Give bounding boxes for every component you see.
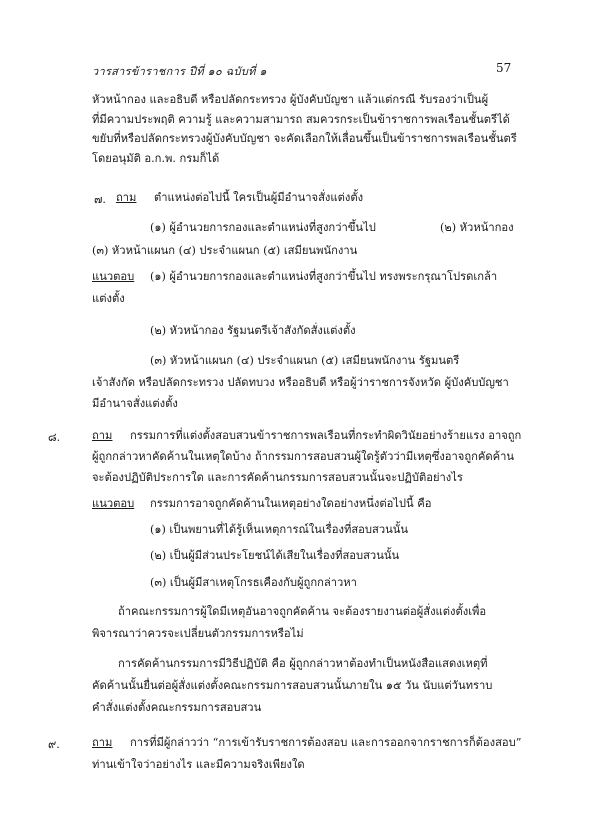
answer-line: พิจารณาว่าควรจะเปลี่ยนตัวกรรมการหรือไม่ (92, 627, 304, 640)
answer-line: (๓) หัวหน้าแผนก (๔) ประจำแผนก (๕) เสมียนพนักงาน รัฐมนตรี (150, 354, 460, 367)
answer-line: การคัดค้านกรรมการมีวิธีปฏิบัติ คือ ผู้ถูกกล่าวหาต้องทำเป็นหนังสือแสดงเหตุที่ (118, 657, 488, 670)
question-text: ผู้ถูกกล่าวหาคัดค้านในเหตุใดบ้าง ถ้ากรรมการสอบสวนผู้ใดรู้ตัวว่ามีเหตุซึ่งอาจถูกคัดค้าน (92, 450, 515, 463)
answer-line: คำสั่งแต่งตั้งคณะกรรมการสอบสวน (92, 701, 262, 714)
answer-line: (๒) เป็นผู้มีส่วนประโยชน์ได้เสียในเรื่องที่สอบสวนนั้น (150, 549, 400, 562)
question-text: การที่มีผู้กล่าวว่า “การเข้ารับราชการต้องสอบ และการออกจากราชการก็ต้องสอบ” (130, 736, 522, 749)
question-label: ถาม (92, 736, 113, 749)
journal-header: วารสารข้าราชการ ปีที่ ๑๐ ฉบับที่ ๑ (92, 65, 267, 78)
question-text: กรรมการที่แต่งตั้งสอบสวนข้าราชการพลเรือนที่กระทำผิดวินัยอย่างร้ายแรง อาจถูก (130, 429, 522, 442)
question-number: ๙. (48, 738, 60, 751)
text-line: โดยอนุมัติ อ.ก.พ. กรมก็ได้ (92, 152, 220, 165)
option-line: (๑) ผู้อำนวยการกองและตำแหน่งที่สูงกว่าขึ้นไป (150, 221, 376, 234)
answer-line: (๒) หัวหน้ากอง รัฐมนตรีเจ้าสังกัดสั่งแต่งตั้ง (150, 324, 356, 337)
answer-line: (๑) ผู้อำนวยการกองและตำแหน่งที่สูงกว่าขึ้นไป ทรงพระกรุณาโปรดเกล้า (150, 270, 498, 283)
question-text: ตำแหน่งต่อไปนี้ ใครเป็นผู้มีอำนาจสั่งแต่งตั้ง (154, 191, 364, 204)
option-line: (๓) หัวหน้าแผนก (๔) ประจำแผนก (๕) เสมียนพนักงาน (92, 244, 358, 257)
answer-line: เจ้าสังกัด หรือปลัดกระทรวง ปลัดทบวง หรืออธิบดี หรือผู้ว่าราชการจังหวัด ผู้บังคับบัญชา (92, 376, 509, 389)
page-number: 57 (496, 61, 512, 75)
option-line: (๒) หัวหน้ากอง (440, 221, 514, 234)
question-text: จะต้องปฏิบัติประการใด และการคัดค้านกรรมการสอบสวนนั้นจะปฏิบัติอย่างไร (92, 471, 463, 484)
answer-line: คัดค้านนั้นยื่นต่อผู้สั่งแต่งตั้งคณะกรรมการสอบสวนนั้นภายใน ๑๕ วัน นับแต่วันทราบ (92, 679, 493, 692)
answer-label: แนวตอบ (92, 497, 135, 510)
answer-line: แต่งตั้ง (92, 292, 125, 305)
text-line: ที่มีความประพฤติ ความรู้ และความสามารถ สมควรกระเป็นข้าราชการพลเรือนชั้นตรีได้ (92, 113, 510, 126)
answer-line: (๓) เป็นผู้มีสาเหตุโกรธเคืองกับผู้ถูกกล่าวหา (150, 576, 357, 589)
answer-line: (๑) เป็นพยานที่ได้รู้เห็นเหตุการณ์ในเรื่องที่สอบสวนนั้น (150, 523, 409, 536)
answer-line: มีอำนาจสั่งแต่งตั้ง (92, 397, 178, 410)
answer-label: แนวตอบ (92, 270, 135, 283)
question-label: ถาม (116, 191, 137, 204)
question-number: ๘. (48, 431, 61, 444)
question-label: ถาม (92, 429, 113, 442)
answer-line: กรรมการอาจถูกคัดค้านในเหตุอย่างใดอย่างหนึ่งต่อไปนี้ คือ (150, 497, 432, 510)
text-line: ขยับที่หรือปลัดกระทรวงผู้บังคับบัญชา จะคัดเลือกให้เลื่อนขึ้นเป็นข้าราชการพลเรือนชั้นตรี (92, 132, 517, 145)
question-number: ๗. (94, 193, 106, 206)
text-line: หัวหน้ากอง และอธิบดี หรือปลัดกระทรวง ผู้บังคับบัญชา แล้วแต่กรณี รับรองว่าเป็นผู้ (92, 93, 489, 106)
question-text: ท่านเข้าใจว่าอย่างไร และมีความจริงเพียงใด (92, 758, 305, 771)
answer-line: ถ้าคณะกรรมการผู้ใดมีเหตุอันอาจถูกคัดค้าน จะต้องรายงานต่อผู้สั่งแต่งตั้งเพื่อ (118, 605, 487, 618)
